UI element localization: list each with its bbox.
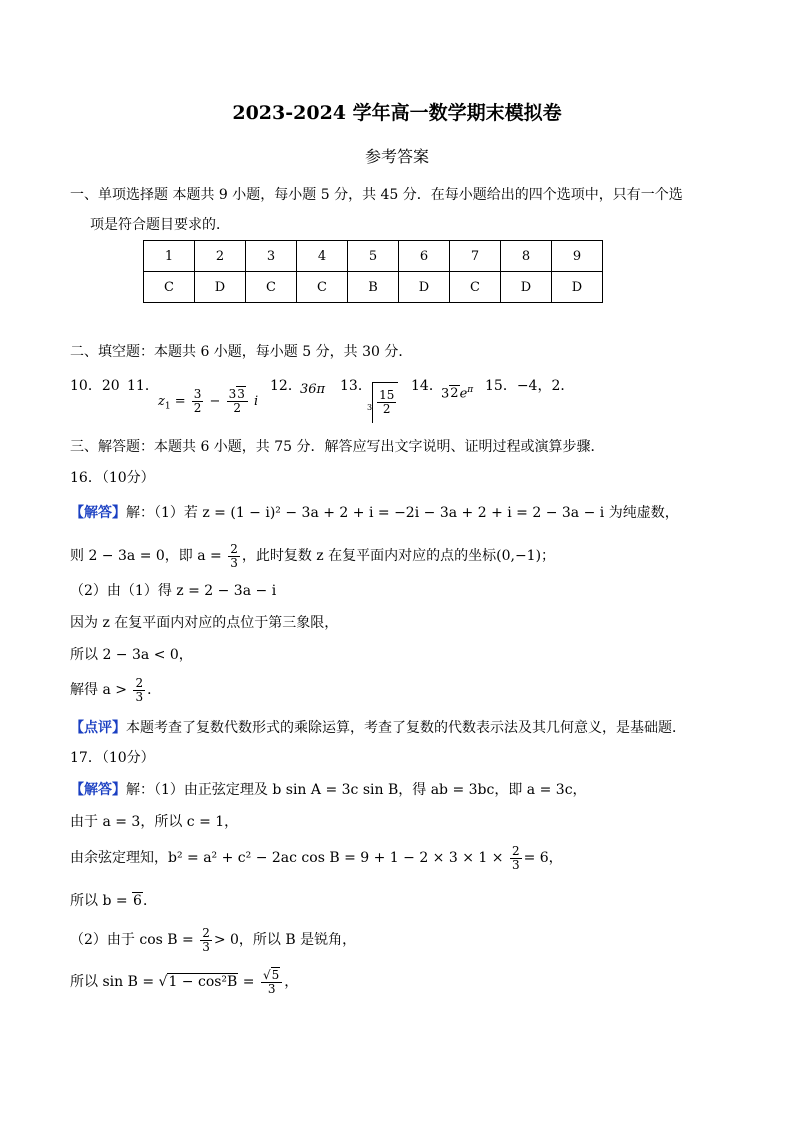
q16-solution-line4: 因为 z 在复平面内对应的点位于第三象限， xyxy=(70,615,339,631)
answer-table-number-row xyxy=(144,241,603,272)
q16-solution-line5: 所以 2 − 3a < 0， xyxy=(70,647,193,663)
fraction: $\frac{2}{3}$ xyxy=(230,541,238,570)
q17-solution-line1: 【解答】解：（1）由正弦定理及 b sin A = 3c sin B，得 ab = 3bc，即 a = 3c， xyxy=(70,782,587,798)
q16-solution-line3: （2）由（1）得 z = 2 − 3a − i xyxy=(70,583,277,599)
fraction: $\frac{2}{3}$ xyxy=(511,843,520,872)
table-cell-number: 9 xyxy=(552,241,603,272)
table-cell-answer: C xyxy=(144,272,195,303)
fraction: $\frac{15}{2}$ xyxy=(379,388,395,416)
q16-solution-line6: 解得 a > $\frac{2}{3}$ ． xyxy=(70,675,162,704)
table-cell-answer: B xyxy=(348,272,399,303)
table-cell-answer: D xyxy=(552,272,603,303)
section2-heading: 二、填空题：本题共 6 小题，每小题 5 分，共 30 分． xyxy=(70,344,413,360)
q11-answer: $z_1$ = $\frac{3}{2}$ − $\frac{33}{2}$ i xyxy=(158,387,259,415)
table-cell-answer: C xyxy=(246,272,297,303)
table-cell-number: 1 xyxy=(144,241,195,272)
q13-label: 13． xyxy=(340,378,372,394)
q17-header: 17．（10分） xyxy=(70,750,155,766)
table-cell-answer: C xyxy=(450,272,501,303)
table-cell-answer: C xyxy=(297,272,348,303)
q11-label: 11． xyxy=(127,378,159,394)
q17-solution-line4: 所以 b = 6． xyxy=(70,893,157,909)
q13-answer: $^3$ $\frac{15}{2}$ xyxy=(367,382,398,422)
fraction: $\frac{2}{3}$ xyxy=(202,925,210,954)
q12-label: 12． xyxy=(270,378,302,394)
table-cell-number: 4 xyxy=(297,241,348,272)
comment-tag: 【点评】 xyxy=(70,720,126,736)
document-title: 2023-2024 学年高一数学期末模拟卷 xyxy=(232,102,562,124)
q16-header: 16．（10分） xyxy=(70,470,155,486)
table-cell-number: 6 xyxy=(399,241,450,272)
q14-label: 14． xyxy=(411,378,443,394)
table-cell-answer: D xyxy=(195,272,246,303)
table-cell-answer: D xyxy=(501,272,552,303)
table-cell-number: 3 xyxy=(246,241,297,272)
answer-table-answer-row xyxy=(144,272,603,303)
q15-answer: 15．−4，2． xyxy=(485,378,575,394)
q10-answer: 10．20 xyxy=(70,378,120,394)
table-cell-number: 8 xyxy=(501,241,552,272)
section1-heading-line2: 项是符合题目要求的． xyxy=(90,217,230,233)
q14-answer: $32e^\pi$ xyxy=(441,385,474,402)
q12-answer: 36π xyxy=(300,382,326,397)
fraction: $\frac{3}{2}$ xyxy=(193,387,202,415)
table-cell-number: 5 xyxy=(348,241,399,272)
q17-solution-line5: （2）由于 cos B = $\frac{2}{3}$ > 0，所以 B 是锐角， xyxy=(70,925,357,954)
answer-table xyxy=(143,240,603,303)
q16-comment: 【点评】本题考查了复数代数形式的乘除运算，考查了复数的代数表示法及其几何意义，是基础题． xyxy=(70,720,686,736)
fraction: $\frac{33}{2}$ xyxy=(227,388,248,415)
fraction: $\frac{2}{3}$ xyxy=(135,675,144,704)
q16-solution-line1: 【解答】解：（1）若 z = (1 − i)² − 3a + 2 + i = −2i − 3a + 2 + i = 2 − 3a − i 为纯虚数， xyxy=(70,505,679,521)
solution-tag: 【解答】 xyxy=(70,505,126,521)
table-cell-answer: D xyxy=(399,272,450,303)
fraction: $\frac{√5}{3}$ xyxy=(261,969,282,996)
section1-heading-line1: 一、单项选择题 本题共 9 小题，每小题 5 分，共 45 分．在每小题给出的四个选项中，只有一个选 xyxy=(70,187,683,203)
q17-solution-line2: 由于 a = 3，所以 c = 1， xyxy=(70,814,239,830)
q17-solution-line6: 所以 sin B = √1 − cos²B = $\frac{√5}{3}$ ， xyxy=(70,967,299,996)
table-cell-number: 2 xyxy=(195,241,246,272)
table-cell-number: 7 xyxy=(450,241,501,272)
section3-heading: 三、解答题：本题共 6 小题，共 75 分．解答应写出文字说明、证明过程或演算步骤． xyxy=(70,439,605,455)
solution-tag: 【解答】 xyxy=(70,782,126,798)
q16-solution-line2: 则 2 − 3a = 0，即 a = $\frac{2}{3}$ ，此时复数 z 在复平面内对应的点的坐标(0,−1)； xyxy=(70,541,556,570)
q17-solution-line3: 由余弦定理知，b² = a² + c² − 2ac cos B = 9 + 1 − 2 × 3 × 1 × $\frac{2}{3}$ = 6， xyxy=(70,843,563,872)
document-subtitle: 参考答案 xyxy=(364,147,429,166)
